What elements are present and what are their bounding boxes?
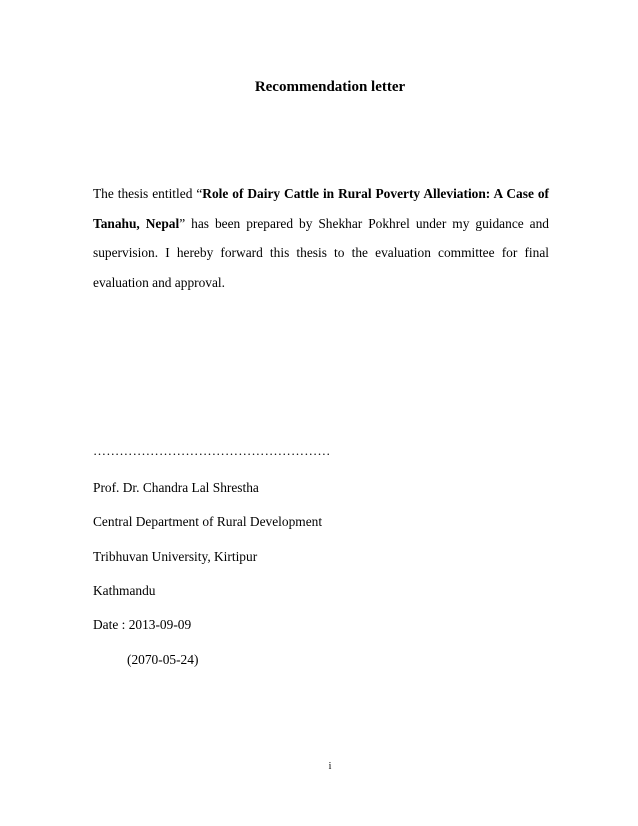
paragraph-prefix: The thesis entitled “	[93, 186, 203, 201]
signature-date: Date : 2013-09-09	[93, 617, 192, 632]
page-number: i	[328, 761, 332, 772]
signature-dotted-line: ………………………………………………	[93, 443, 331, 458]
signatory-department: Central Department of Rural Development	[93, 514, 323, 529]
signature-date-bs: (2070-05-24)	[127, 652, 199, 667]
letter-title: Recommendation letter	[254, 79, 406, 95]
recommendation-paragraph	[93, 179, 549, 297]
signatory-name: Prof. Dr. Chandra Lal Shrestha	[93, 480, 259, 495]
paragraph-suffix: ” has been prepared by Shekhar Pokhrel under my guidance and supervision. I hereby forward this thesis to the evaluation committee for final evaluation and approval.	[93, 215, 550, 290]
signatory-city: Kathmandu	[93, 583, 156, 598]
thesis-title: Role of Dairy Cattle in Rural Poverty Alleviation: A Case of Tanahu, Nepal	[93, 186, 549, 231]
signatory-university: Tribhuvan University, Kirtipur	[93, 549, 258, 564]
